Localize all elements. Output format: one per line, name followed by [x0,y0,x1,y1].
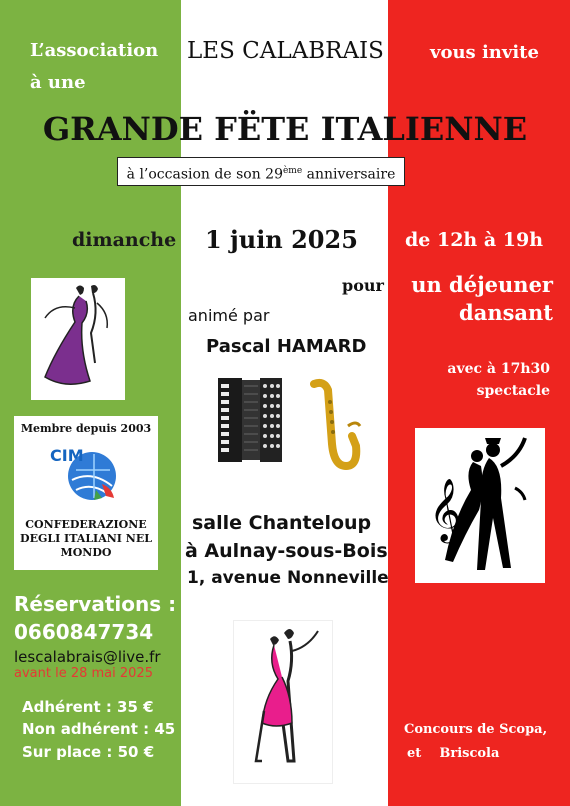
org-name: LES CALABRAIS [187,38,384,64]
host-label: animé par [188,306,270,325]
hours-label: de 12h à 19h [405,229,544,251]
price-member: Adhérent : 35 € [22,698,154,716]
accordion-image [214,374,286,466]
tango-silhouette-image [415,428,545,583]
saxophone-image [306,378,362,476]
reservation-phone: 0660847734 [14,620,154,644]
contest-line1: Concours de Scopa, [404,722,548,737]
price-onsite: Sur place : 50 € [22,743,155,761]
reservation-email: lescalabrais@live.fr [14,648,161,666]
day-label: dimanche [72,229,177,251]
venue-line1: salle Chanteloup [192,512,372,534]
spectacle-line1: avec à 17h30 [447,361,550,377]
spectacle-line2: spectacle [476,383,550,399]
confed-line3: MONDO [60,546,112,559]
event-line1: un déjeuner [411,272,553,297]
reservation-deadline: avant le 28 mai 2025 [14,666,153,681]
event-line2: dansant [459,300,553,325]
association-label: L’association [30,40,159,61]
occasion-sup: ème [282,166,303,176]
pour-label: pour [342,276,384,295]
member-since: Membre depuis 2003 [20,422,152,435]
confed-line1: CONFEDERAZIONE [25,518,147,531]
date-label: 1 juin 2025 [205,225,358,254]
svg-text:𝄞: 𝄞 [429,478,461,541]
cim-logo-text: CIM [50,446,84,465]
main-title: GRANDE FËTE ITALIENNE [42,110,528,148]
host-name: Pascal HAMARD [206,336,367,357]
occasion-suffix: anniversaire [302,166,396,183]
dancer-couple-purple-image [31,278,125,400]
price-nonmember: Non adhérent : 45 [22,720,176,738]
occasion-prefix: à l’occasion de son 29 [126,166,283,183]
invite-label: vous invite [430,42,539,63]
contest-line2: et Briscola [407,746,500,761]
dancer-couple-pink-image [233,620,333,784]
reservations-title: Réservations : [14,592,177,616]
occasion-box [117,157,405,186]
cim-logo [46,440,126,504]
a-une-label: à une [30,72,86,93]
membership-box [14,416,158,570]
confed-line2: DEGLI ITALIANI NEL [20,532,152,545]
venue-line2: à Aulnay-sous-Bois [185,540,388,562]
venue-line3: 1, avenue Nonneville [187,568,389,588]
